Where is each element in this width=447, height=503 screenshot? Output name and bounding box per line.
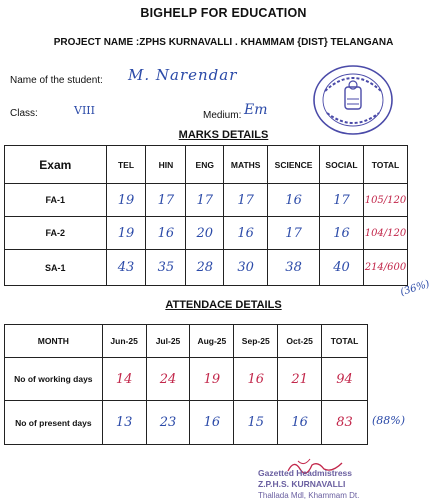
attendance-header-oct: Oct-25	[278, 325, 322, 358]
signature-school: Z.P.H.S. KURNAVALLI	[258, 479, 346, 489]
score-social: 40	[320, 250, 364, 286]
score-social: 16	[320, 217, 364, 250]
marks-row-sa1	[5, 250, 408, 286]
student-name-value: M. Narendar	[128, 66, 238, 84]
marks-header-row	[5, 146, 408, 184]
class-value: VIII	[74, 104, 95, 117]
sa1-percentage: (36%)	[399, 278, 431, 299]
score-total: 214/600	[363, 250, 407, 286]
score-science: 16	[268, 184, 320, 217]
attendance-value-jun: 14	[102, 358, 146, 401]
marks-row-fa1	[5, 184, 408, 217]
marks-section-title: MARKS DETAILS	[178, 129, 269, 141]
project-name: PROJECT NAME :ZPHS KURNAVALLI . KHAMMAM {DIST} TELANGANA	[53, 37, 394, 48]
attendance-row-label: No of present days	[5, 401, 103, 445]
signature-title: Gazetted Headmistress	[258, 468, 353, 478]
exam-name: FA-2	[5, 217, 107, 250]
signature-place: Thallada Mdl, Khammam Dt.	[258, 491, 360, 500]
marks-header-science: SCIENCE	[268, 146, 320, 184]
attendance-value-total: 83	[322, 401, 368, 445]
attendance-section-title: ATTENDACE DETAILS	[165, 299, 282, 311]
marks-header-tel: TEL	[106, 146, 146, 184]
score-maths: 17	[224, 184, 268, 217]
score-tel: 19	[106, 184, 146, 217]
score-eng: 20	[186, 217, 224, 250]
exam-name: FA-1	[5, 184, 107, 217]
attendance-value-jun: 13	[102, 401, 146, 445]
attendance-header-aug: Aug-25	[190, 325, 234, 358]
attendance-header-jul: Jul-25	[146, 325, 190, 358]
score-eng: 17	[186, 184, 224, 217]
attendance-header-row	[5, 325, 368, 358]
score-total: 104/120	[363, 217, 407, 250]
student-name-label: Name of the student:	[10, 75, 103, 86]
attendance-header-sep: Sep-25	[234, 325, 278, 358]
score-social: 17	[320, 184, 364, 217]
attendance-header-jun: Jun-25	[102, 325, 146, 358]
present-percentage: (88%)	[372, 414, 406, 427]
attendance-value-oct: 21	[278, 358, 322, 401]
attendance-value-sep: 16	[234, 358, 278, 401]
organization-title: BIGHELP FOR EDUCATION	[140, 6, 307, 20]
score-maths: 16	[224, 217, 268, 250]
school-seal-stamp	[311, 63, 395, 137]
attendance-value-jul: 23	[146, 401, 190, 445]
score-hin: 16	[146, 217, 186, 250]
marks-row-fa2	[5, 217, 408, 250]
attendance-row-working-days	[5, 358, 368, 401]
attendance-table	[4, 324, 368, 445]
attendance-row-present-days	[5, 401, 368, 445]
marks-header-social: SOCIAL	[320, 146, 364, 184]
attendance-value-oct: 16	[278, 401, 322, 445]
attendance-header-month: MONTH	[5, 325, 103, 358]
marks-table	[4, 145, 408, 286]
attendance-value-total: 94	[322, 358, 368, 401]
score-science: 17	[268, 217, 320, 250]
marks-header-total: TOTAL	[363, 146, 407, 184]
attendance-value-aug: 19	[190, 358, 234, 401]
signature-block	[258, 468, 447, 501]
marks-header-exam: Exam	[5, 146, 107, 184]
attendance-row-label: No of working days	[5, 358, 103, 401]
attendance-value-aug: 16	[190, 401, 234, 445]
exam-name: SA-1	[5, 250, 107, 286]
marks-header-hin: HIN	[146, 146, 186, 184]
attendance-value-sep: 15	[234, 401, 278, 445]
medium-label: Medium:	[203, 110, 242, 121]
attendance-value-jul: 24	[146, 358, 190, 401]
marks-header-maths: MATHS	[224, 146, 268, 184]
score-tel: 43	[106, 250, 146, 286]
attendance-header-total: TOTAL	[322, 325, 368, 358]
score-tel: 19	[106, 217, 146, 250]
score-total: 105/120	[363, 184, 407, 217]
class-label: Class:	[10, 108, 38, 119]
score-science: 38	[268, 250, 320, 286]
medium-value: Em	[244, 102, 268, 118]
score-hin: 17	[146, 184, 186, 217]
score-hin: 35	[146, 250, 186, 286]
score-maths: 30	[224, 250, 268, 286]
score-eng: 28	[186, 250, 224, 286]
marks-header-eng: ENG	[186, 146, 224, 184]
